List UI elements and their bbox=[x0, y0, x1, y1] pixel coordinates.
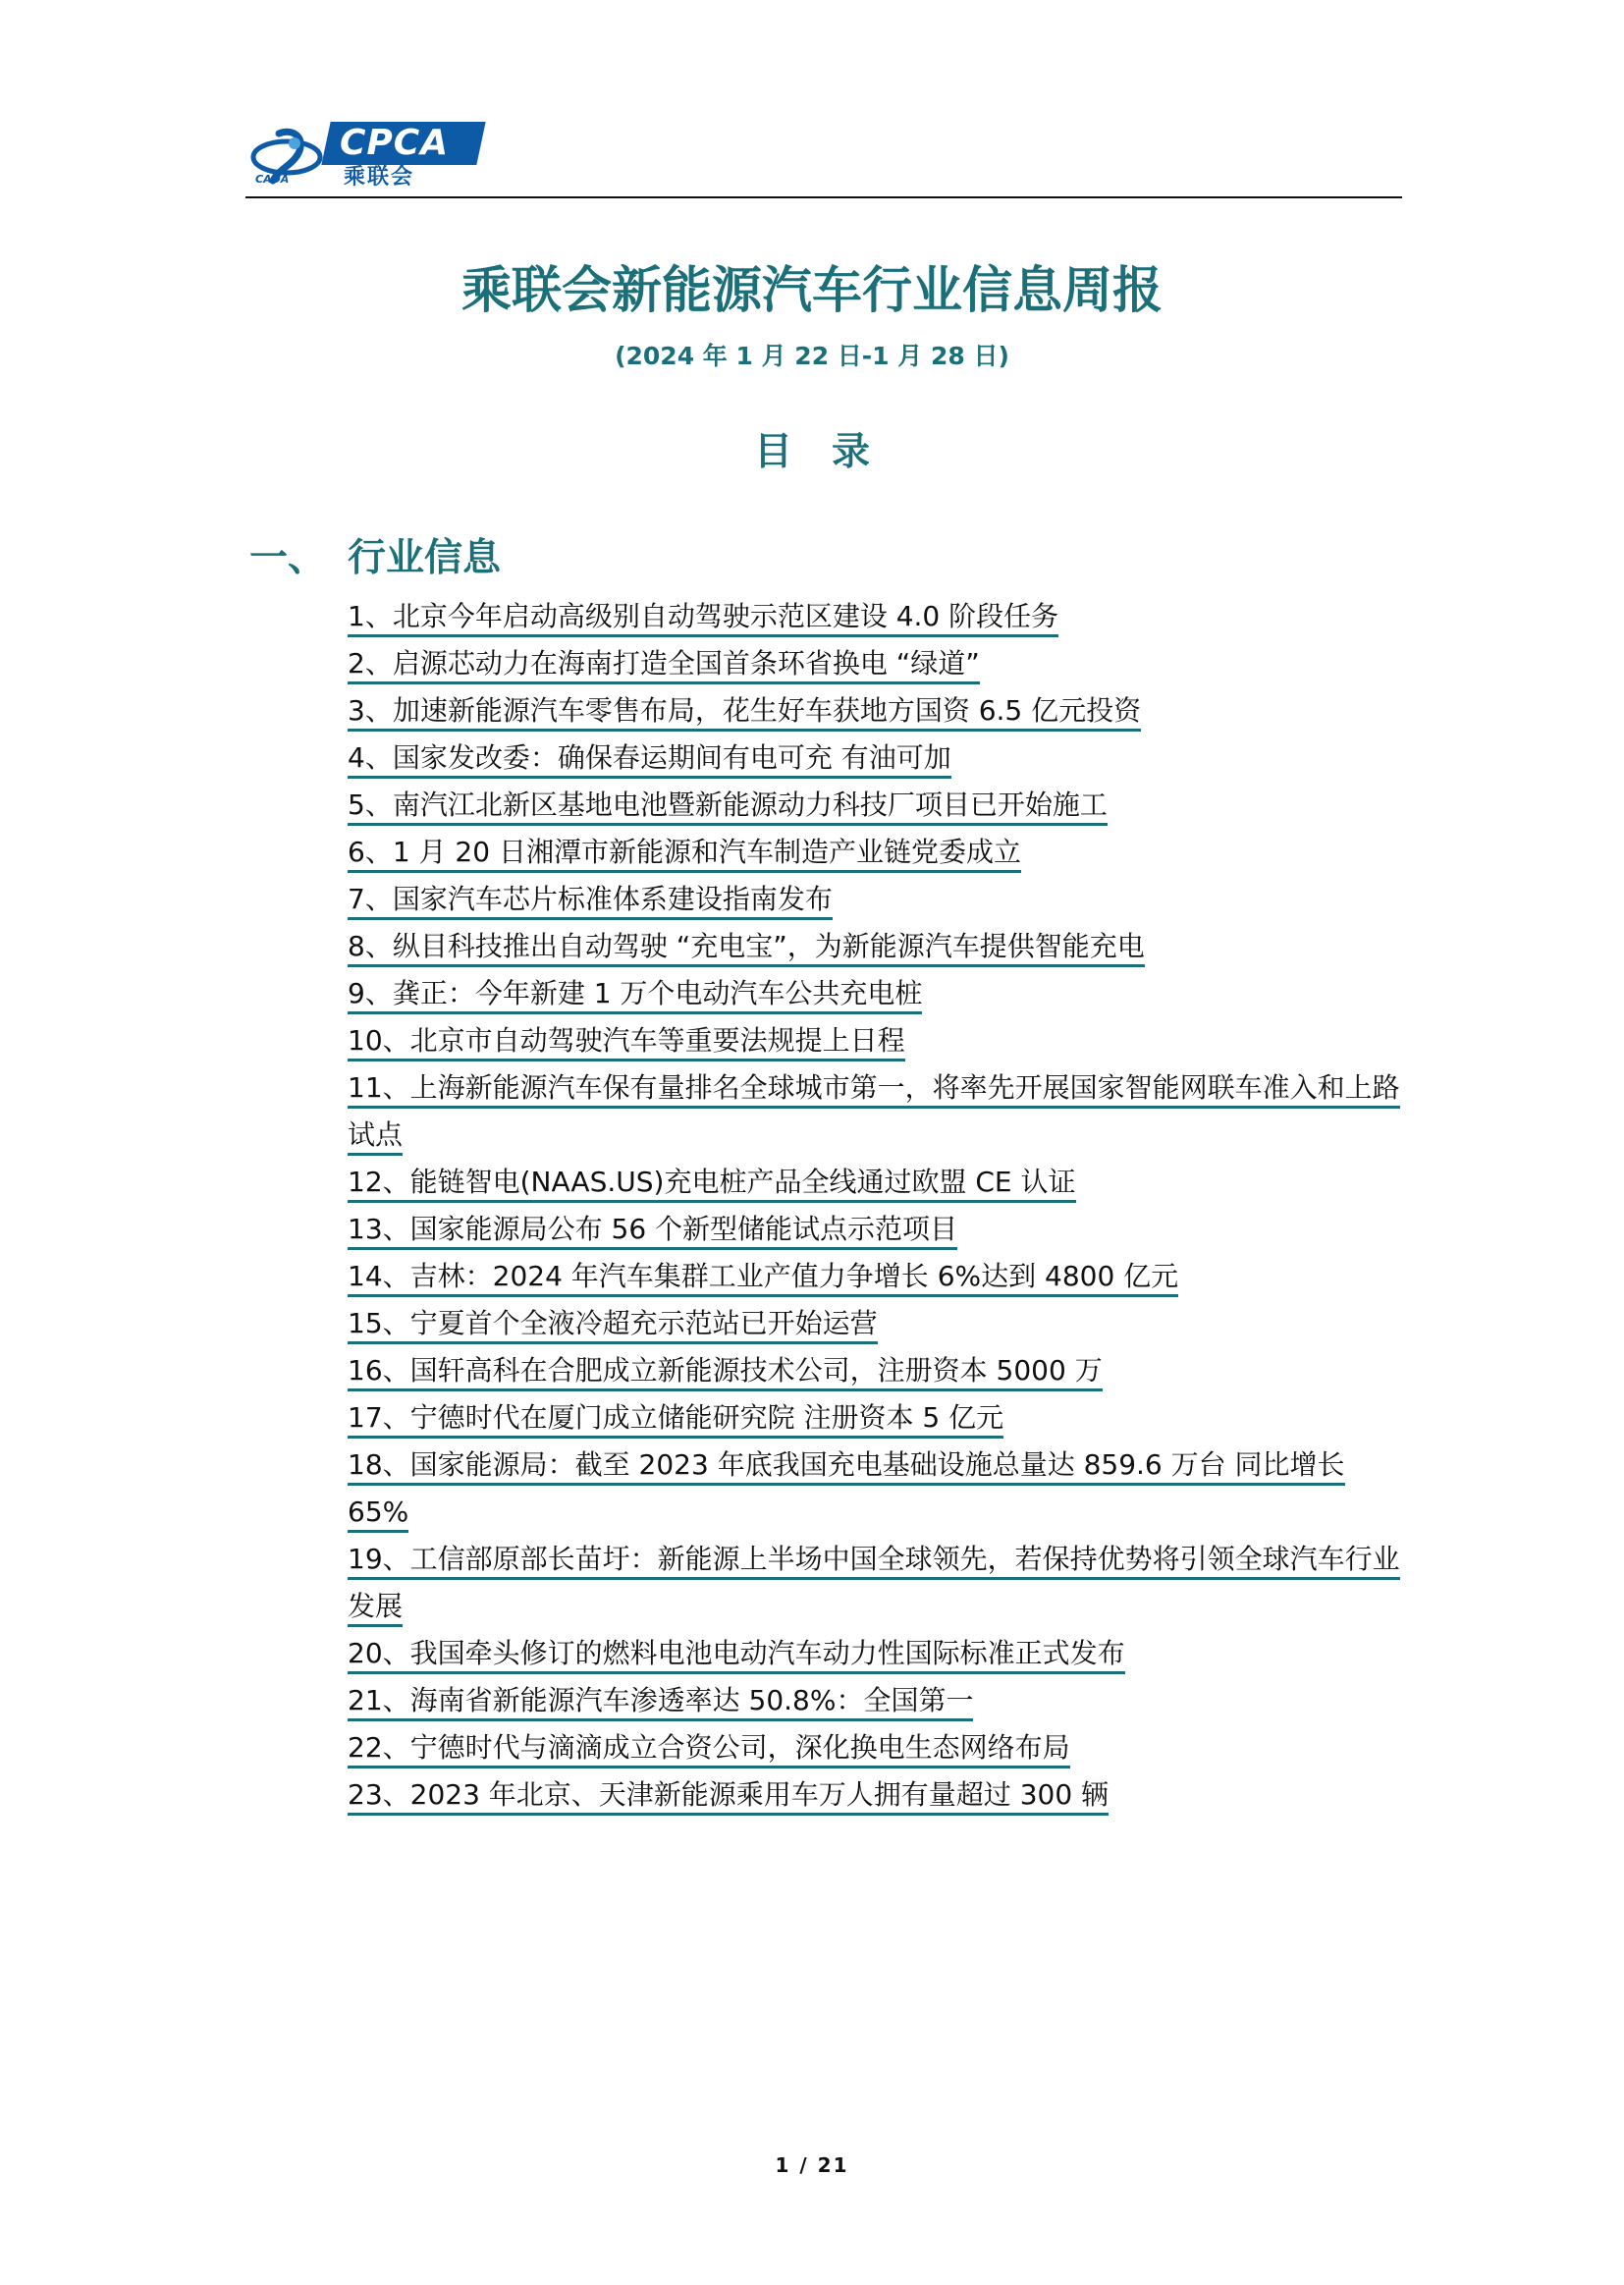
date-range: (2024 年 1 月 22 日-1 月 28 日) bbox=[615, 342, 1009, 370]
logo-subtext: CADA bbox=[255, 173, 290, 186]
toc-heading: 目录 bbox=[753, 430, 909, 474]
toc-item bbox=[348, 1724, 1408, 1771]
toc-link[interactable]: 6、1 月 20 日湘潭市新能源和汽车制造产业链党委成立 bbox=[348, 836, 1021, 873]
toc-item bbox=[348, 1536, 1408, 1630]
toc-item bbox=[348, 1630, 1408, 1677]
document-title: 乘联会新能源汽车行业信息周报 bbox=[460, 262, 1163, 320]
toc-link[interactable]: 20、我国牵头修订的燃料电池电动汽车动力性国际标准正式发布 bbox=[348, 1637, 1125, 1674]
toc-item bbox=[348, 970, 1408, 1017]
page-header bbox=[245, 116, 1402, 198]
toc-item bbox=[348, 829, 1408, 876]
toc-list bbox=[348, 593, 1408, 1819]
logo-chinese-name: 乘联会 bbox=[344, 165, 415, 190]
toc-link[interactable]: 15、宁夏首个全液冷超充示范站已开始运营 bbox=[348, 1307, 878, 1344]
toc-item bbox=[348, 640, 1408, 687]
toc-link[interactable]: 9、龚正：今年新建 1 万个电动汽车公共充电桩 bbox=[348, 977, 922, 1014]
toc-link[interactable]: 13、国家能源局公布 56 个新型储能试点示范项目 bbox=[348, 1213, 957, 1250]
toc-item bbox=[348, 1442, 1408, 1536]
toc-link[interactable]: 2、启源芯动力在海南打造全国首条环省换电 “绿道” bbox=[348, 647, 980, 684]
toc-link[interactable]: 17、宁德时代在厦门成立储能研究院 注册资本 5 亿元 bbox=[348, 1401, 1003, 1439]
toc-item bbox=[348, 1159, 1408, 1206]
toc-item bbox=[348, 1347, 1408, 1394]
toc-item bbox=[348, 1300, 1408, 1347]
toc-item bbox=[348, 593, 1408, 640]
toc-link[interactable]: 1、北京今年启动高级别自动驾驶示范区建设 4.0 阶段任务 bbox=[348, 600, 1058, 637]
section-title: 行业信息 bbox=[348, 536, 502, 580]
toc-link[interactable]: 8、纵目科技推出自动驾驶 “充电宝”，为新能源汽车提供智能充电 bbox=[348, 930, 1145, 967]
toc-item bbox=[348, 1253, 1408, 1300]
logo-text: CPCA bbox=[340, 123, 450, 163]
toc-link[interactable]: 10、北京市自动驾驶汽车等重要法规提上日程 bbox=[348, 1024, 905, 1061]
toc-link[interactable]: 3、加速新能源汽车零售布局，花生好车获地方国资 6.5 亿元投资 bbox=[348, 694, 1141, 732]
toc-link[interactable]: 23、2023 年北京、天津新能源乘用车万人拥有量超过 300 辆 bbox=[348, 1778, 1109, 1816]
toc-link[interactable]: 21、海南省新能源汽车渗透率达 50.8%：全国第一 bbox=[348, 1684, 973, 1721]
section-number: 一、 bbox=[249, 536, 327, 580]
toc-item bbox=[348, 1771, 1408, 1819]
toc-item bbox=[348, 1206, 1408, 1253]
toc-link[interactable]: 19、工信部原部长苗圩：新能源上半场中国全球领先，若保持优势将引领全球汽车行业发展 bbox=[348, 1543, 1400, 1627]
toc-link[interactable]: 4、国家发改委：确保春运期间有电可充 有油可加 bbox=[348, 741, 951, 779]
toc-link[interactable]: 18、国家能源局：截至 2023 年底我国充电基础设施总量达 859.6 万台 同比增长 65% bbox=[348, 1448, 1345, 1533]
toc-item bbox=[348, 876, 1408, 923]
toc-item bbox=[348, 1017, 1408, 1064]
section-heading bbox=[249, 531, 501, 586]
toc-link[interactable]: 11、上海新能源汽车保有量排名全球城市第一，将率先开展国家智能网联车准入和上路试点 bbox=[348, 1071, 1400, 1156]
toc-item bbox=[348, 1394, 1408, 1442]
cpca-logo bbox=[249, 116, 485, 192]
toc-item bbox=[348, 923, 1408, 970]
toc-link[interactable]: 14、吉林：2024 年汽车集群工业产值力争增长 6%达到 4800 亿元 bbox=[348, 1260, 1178, 1297]
toc-link[interactable]: 16、国轩高科在合肥成立新能源技术公司，注册资本 5000 万 bbox=[348, 1354, 1103, 1391]
toc-item bbox=[348, 687, 1408, 734]
toc-link[interactable]: 7、国家汽车芯片标准体系建设指南发布 bbox=[348, 883, 833, 920]
toc-item bbox=[348, 1677, 1408, 1724]
toc-link[interactable]: 12、能链智电(NAAS.US)充电桩产品全线通过欧盟 CE 认证 bbox=[348, 1166, 1076, 1203]
toc-link[interactable]: 5、南汽江北新区基地电池暨新能源动力科技厂项目已开始施工 bbox=[348, 789, 1108, 826]
toc-item bbox=[348, 782, 1408, 829]
toc-item bbox=[348, 1064, 1408, 1159]
page-number: 1 / 21 bbox=[775, 2153, 849, 2177]
toc-item bbox=[348, 734, 1408, 782]
toc-link[interactable]: 22、宁德时代与滴滴成立合资公司，深化换电生态网络布局 bbox=[348, 1731, 1070, 1768]
